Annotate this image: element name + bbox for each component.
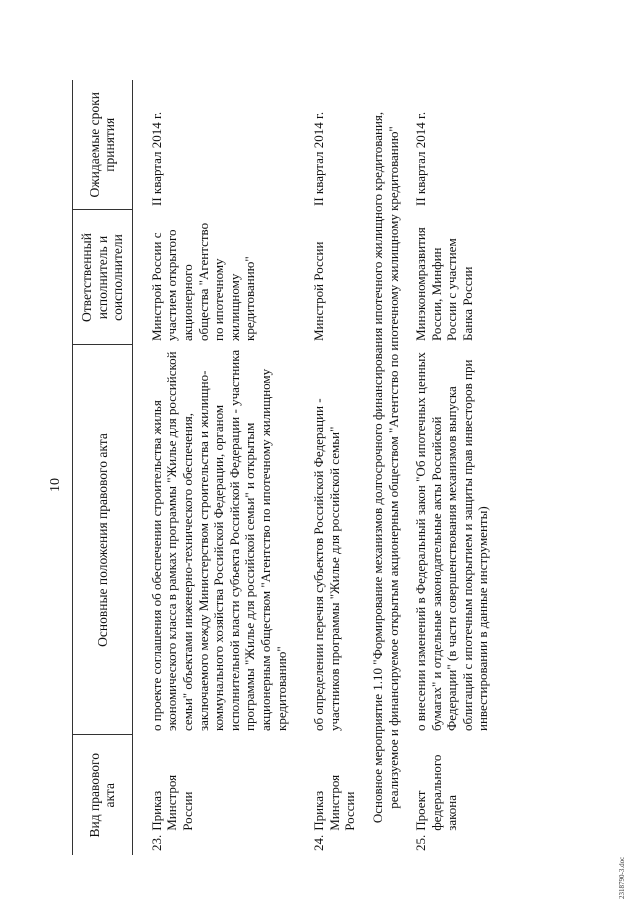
deadline-cell: II квартал 2014 г. [148,111,164,206]
section-heading: Основное мероприятие 1.10 "Формирование механизмов долгосрочного финансирования ипотечного жилищного кредитования, реализуемое и финансируемое открытым акционерным обществом "Агентство по ипотечному жилищному кредитованию" [369,111,401,824]
header-provisions: Основные положения правового акта [73,345,133,735]
act-type-cell [143,735,295,855]
executor-cell: Минстрой России с участием открытого акционерного общества "Агентство по ипотечному жилищному кредитованию" [148,222,258,341]
legal-acts-table [72,80,497,855]
act-type: Приказ Минстроя России [311,774,358,831]
table-row [305,80,364,855]
row-number: 23. [148,834,164,851]
table-row [143,80,295,855]
table-header-row [73,80,133,855]
row-number: 25. [413,834,429,851]
act-type-cell [407,735,497,855]
header-deadline: Ожидаемые сроки принятия [73,80,133,210]
act-type: Проект федерального закона [413,754,460,831]
provisions-cell: об определении перечня субъектов Российской Федерации - участников программы "Жилье для российской семьи" [311,398,342,731]
act-type-cell [305,735,364,855]
executor-cell: Минстрой России [311,241,327,341]
header-executor: Ответственный исполнитель и соисполнители [73,210,133,345]
rotated-document-page [40,65,640,905]
provisions-cell: о внесении изменений в Федеральный закон "Об ипотечных ценных бумагах" и отдельные законодательные акты Российской Федерации" (в части совершенствования механизмов выпуска облигаций с ипотечным покрытием и защиты прав инвесторов при инвестировании в данные инструменты) [413,352,491,731]
page-number: 10 [48,478,63,492]
section-row [364,80,407,855]
deadline-cell: II квартал 2014 г. [413,111,429,206]
row-number: 24. [311,834,327,851]
document-code: 2318790-3.doc [618,856,626,899]
header-act-type: Вид правового акта [73,735,133,855]
provisions-cell: о проекте соглашения об обеспечении строительства жилья экономического класса в рамках программы "Жилье для российской семьи" объектами инженерно-технического обеспечения, заключаемого между Министерством строительства и жилищно-коммунального хозяйства Российской Федерации, органом исполнительной власти субъекта Российской Федерации - участника программы "Жилье для российской семьи" и открытым акционерным обществом "Агентство по ипотечному жилищному кредитованию" [148,349,289,731]
act-type: Приказ Минстроя России [148,774,195,831]
executor-cell: Минэкономразвития России, Минфин России с участием Банка России [413,227,475,341]
deadline-cell: II квартал 2014 г. [311,111,327,206]
table-row [407,80,497,855]
